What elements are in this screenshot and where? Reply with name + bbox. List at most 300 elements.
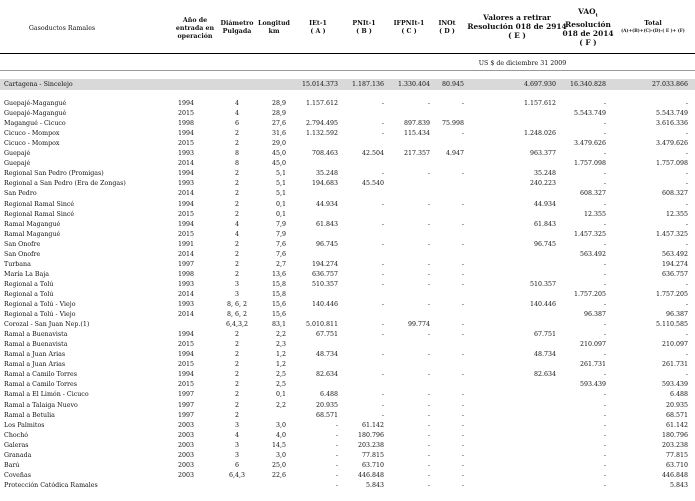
row-pnit: - [381, 280, 384, 288]
row-pnit: 42.504 [361, 150, 384, 158]
total-row-inot: 80.945 [441, 81, 464, 88]
row-name: Ramal a Juan Arias [4, 361, 66, 369]
row-name: Regional a San Pedro (Era de Zongas) [4, 180, 126, 188]
row-total: - [685, 280, 688, 288]
table-header [0, 0, 695, 56]
row-length: 1,2 [275, 351, 286, 359]
row-length: 27,6 [271, 120, 286, 128]
row-total: - [685, 200, 688, 208]
row-name: Turbana [4, 260, 31, 268]
row-diameter: 2 [234, 371, 239, 379]
table-row [0, 321, 695, 329]
row-iet: 2.794.495 [305, 120, 338, 128]
row-ifpnit: - [427, 411, 430, 419]
row-ifpnit: - [427, 170, 430, 178]
row-name: Regional Ramal Sincé [4, 210, 75, 218]
row-valores: 48.734 [533, 351, 556, 359]
row-year: 1994 [178, 220, 195, 228]
table-row [0, 160, 695, 168]
row-vao: - [603, 170, 606, 178]
row-year: 2014 [178, 160, 195, 168]
row-vao: 96.387 [583, 311, 606, 319]
row-year: 1994 [178, 100, 195, 107]
row-diameter: 4 [234, 110, 239, 118]
header-vao: $VAO_t$ Resolución 018 de 2014 ( F ) [562, 7, 614, 48]
row-vao: - [603, 411, 606, 419]
row-diameter: 2 [234, 210, 239, 218]
row-inot: 4.947 [445, 150, 464, 158]
row-name: Ramal a El Limón - Cicuco [4, 391, 89, 399]
row-total: - [685, 180, 688, 188]
row-year: 2015 [178, 381, 195, 389]
row-valores: 240.223 [529, 180, 556, 188]
table-row [0, 361, 695, 369]
row-diameter: 2 [234, 341, 239, 349]
row-vao: 210.097 [579, 341, 606, 349]
row-diameter: 8, 6, 2 [226, 311, 248, 319]
row-vao: - [603, 321, 606, 329]
table-row [0, 482, 695, 490]
row-total: 6.488 [669, 391, 688, 399]
row-pnit: - [381, 321, 384, 329]
row-year: 1993 [178, 150, 195, 158]
row-inot: - [461, 200, 464, 208]
row-pnit: 180.796 [357, 431, 384, 439]
row-name: Guepajé [4, 160, 31, 168]
row-ifpnit: 217.357 [403, 150, 430, 158]
row-year: 2003 [178, 451, 195, 459]
row-iet: 708.463 [311, 150, 338, 158]
row-diameter: 3 [234, 280, 239, 288]
row-ifpnit: - [427, 441, 430, 449]
row-valores: 963.377 [529, 150, 556, 158]
row-year: 2014 [178, 311, 195, 319]
header-diametro: Diámetro Pulgada [220, 20, 254, 35]
table-row [0, 201, 695, 209]
row-name: Ramal a Buenavista [4, 341, 68, 349]
row-name: Granada [4, 451, 32, 459]
header-anio: Año de entrada en operación [175, 17, 215, 40]
units-label: US $ de diciembre 31 2009 [478, 60, 567, 67]
total-row-name: Cartagena - Sincelejo [4, 81, 73, 88]
total-row-total: 27.033.866 [651, 81, 688, 88]
row-total: 3.616.336 [655, 120, 688, 128]
row-iet: 1.157.612 [305, 100, 338, 107]
row-pnit: 203.238 [357, 441, 384, 449]
row-inot: - [461, 351, 464, 359]
row-ifpnit: - [427, 431, 430, 439]
row-ifpnit: - [427, 301, 430, 308]
row-pnit: 45.540 [361, 180, 384, 188]
row-pnit: - [381, 301, 384, 308]
row-length: 28,9 [271, 100, 286, 107]
row-diameter: 3 [234, 451, 239, 459]
header-iet: IEt-1 ( A ) [309, 20, 327, 35]
row-diameter: 2 [234, 240, 239, 248]
row-inot: - [461, 461, 464, 469]
header-inot: INOt ( D ) [438, 20, 456, 35]
row-year: 2003 [178, 431, 195, 439]
table-row [0, 130, 695, 138]
row-vao: - [603, 481, 606, 489]
row-total: 5.843 [669, 481, 688, 489]
row-year: 1997 [178, 391, 195, 399]
table-row [0, 402, 695, 410]
row-diameter: 2 [234, 351, 239, 359]
row-year: 2015 [178, 210, 195, 218]
table-row [0, 140, 695, 148]
row-iet: 35.248 [315, 170, 338, 178]
row-total: - [685, 150, 688, 158]
row-iet: 194.274 [311, 260, 338, 268]
row-total: 3.479.626 [655, 140, 688, 148]
row-total: 608.327 [661, 190, 688, 198]
row-ifpnit: - [427, 461, 430, 469]
row-pnit: - [381, 411, 384, 419]
row-ifpnit: - [427, 451, 430, 459]
header-gasoductos: Gasoductos Ramales [28, 25, 96, 32]
row-length: 29,0 [271, 140, 286, 148]
row-pnit: - [381, 331, 384, 339]
row-name: Magangué - Cicuco [4, 120, 66, 128]
total-row-iet: 15.014.373 [301, 81, 338, 88]
row-vao: - [603, 451, 606, 459]
row-ifpnit: - [427, 391, 430, 399]
table-row [0, 311, 695, 319]
row-ifpnit: - [427, 240, 430, 248]
row-name: Regional a Tolú [4, 290, 54, 298]
row-inot: - [461, 401, 464, 409]
row-name: Protección Catódica Ramales [4, 481, 98, 489]
row-name: Corozal - San Juan Nep.(1) [4, 321, 90, 329]
row-ifpnit: - [427, 421, 430, 429]
row-total: 1.757.205 [655, 290, 688, 298]
row-vao: - [603, 100, 606, 107]
table-row [0, 261, 695, 269]
row-length: 0,1 [275, 200, 286, 208]
units-divider [0, 70, 695, 71]
row-length: 83,1 [271, 321, 286, 329]
total-row-pnit: 1.187.136 [351, 81, 384, 88]
row-name: Ramal Magangué [4, 230, 61, 238]
row-year: 1994 [178, 351, 195, 359]
row-vao: - [603, 471, 606, 479]
row-length: 7,9 [275, 220, 286, 228]
table-row [0, 241, 695, 249]
row-diameter: 2 [234, 130, 239, 138]
row-total: 1.457.325 [655, 230, 688, 238]
row-pnit: 446.848 [357, 471, 384, 479]
row-diameter: 2 [234, 331, 239, 339]
row-diameter: 2 [234, 180, 239, 188]
table-row [0, 351, 695, 359]
row-ifpnit: 897.839 [403, 120, 430, 128]
row-diameter: 4 [234, 220, 239, 228]
row-total: 194.274 [661, 260, 688, 268]
row-inot: - [461, 421, 464, 429]
row-inot: - [461, 260, 464, 268]
row-ifpnit: - [427, 200, 430, 208]
row-inot: - [461, 451, 464, 459]
row-iet: 636.757 [311, 270, 338, 278]
row-pnit: - [381, 240, 384, 248]
row-pnit: - [381, 120, 384, 128]
row-vao: - [603, 351, 606, 359]
row-vao: - [603, 130, 606, 138]
total-row-vao: 16.340.828 [569, 81, 606, 88]
row-length: 2,5 [275, 371, 286, 379]
row-length: 0,1 [275, 391, 286, 399]
header-total: Total (A)+(B)+(C)-(D)-( E )+ (F) [621, 20, 685, 34]
table-row [0, 190, 695, 198]
row-inot: - [461, 471, 464, 479]
row-length: 15,8 [271, 280, 286, 288]
row-vao: 1.457.325 [573, 230, 606, 238]
header-divider [0, 53, 695, 54]
row-total: 5.110.585 [655, 321, 688, 329]
row-valores: 67.751 [533, 331, 556, 339]
row-ifpnit: - [427, 270, 430, 278]
row-inot: - [461, 170, 464, 178]
row-vao: - [603, 180, 606, 188]
row-pnit: - [381, 391, 384, 399]
row-vao: - [603, 270, 606, 278]
row-vao: - [603, 461, 606, 469]
row-year: 1997 [178, 401, 195, 409]
row-year: 2015 [178, 140, 195, 148]
row-year: 1994 [178, 170, 195, 178]
row-total: 77.815 [665, 451, 688, 459]
row-length: 4,0 [275, 431, 286, 439]
row-length: 15,6 [271, 301, 286, 308]
table-row [0, 462, 695, 470]
row-name: Los Palmitos [4, 421, 45, 429]
row-total: - [685, 240, 688, 248]
row-total: 61.142 [665, 421, 688, 429]
row-ifpnit: - [427, 260, 430, 268]
row-year: 1997 [178, 411, 195, 419]
row-name: Guepajé-Magangué [4, 110, 67, 118]
row-diameter: 8 [234, 160, 239, 168]
total-row-ifpnit: 1.330.404 [397, 81, 430, 88]
row-year: 2003 [178, 471, 195, 479]
row-valores: 82.634 [533, 371, 556, 379]
row-diameter: 4 [234, 230, 239, 238]
row-diameter: 6 [234, 120, 239, 128]
table-row [0, 251, 695, 259]
row-diameter: 2 [234, 140, 239, 148]
row-length: 2,7 [275, 260, 286, 268]
row-length: 7,6 [275, 240, 286, 248]
row-length: 0,1 [275, 210, 286, 218]
row-year: 1998 [178, 120, 195, 128]
row-length: 15,6 [271, 311, 286, 319]
row-inot: - [461, 270, 464, 278]
row-year: 1993 [178, 280, 195, 288]
row-name: Regional San Pedro (Promigas) [4, 170, 104, 178]
row-iet: 68.571 [315, 411, 338, 419]
row-pnit: - [381, 200, 384, 208]
row-total: 636.757 [661, 270, 688, 278]
row-ifpnit: - [427, 331, 430, 339]
row-name: Ramal a Camilo Torres [4, 381, 77, 389]
row-diameter: 6 [234, 461, 239, 469]
row-total: 12.355 [665, 210, 688, 218]
row-length: 25,0 [271, 461, 286, 469]
row-length: 2,2 [275, 401, 286, 409]
row-total: - [685, 331, 688, 339]
row-name: Barú [4, 461, 20, 469]
row-vao: 261.731 [579, 361, 606, 369]
row-iet: - [335, 481, 338, 489]
row-total: 180.796 [661, 431, 688, 439]
table-row [0, 381, 695, 389]
row-iet: - [335, 471, 338, 479]
row-diameter: 3 [234, 290, 239, 298]
table-row [0, 472, 695, 480]
row-total: - [685, 351, 688, 359]
row-iet: 96.745 [315, 240, 338, 248]
row-inot: - [461, 481, 464, 489]
row-pnit: - [381, 270, 384, 278]
row-name: María La Baja [4, 270, 50, 278]
row-iet: 140.446 [311, 301, 338, 308]
row-inot: - [461, 371, 464, 379]
row-inot: - [461, 441, 464, 449]
table-row [0, 291, 695, 299]
row-vao: - [603, 301, 606, 308]
table-row [0, 211, 695, 219]
row-pnit: - [381, 351, 384, 359]
row-length: 7,6 [275, 250, 286, 258]
row-total: 20.935 [665, 401, 688, 409]
row-name: Guepajé [4, 150, 31, 158]
row-name: San Onofre [4, 240, 41, 248]
row-ifpnit: - [427, 351, 430, 359]
row-iet: 194.683 [311, 180, 338, 188]
row-diameter: 8 [234, 150, 239, 158]
row-ifpnit: - [427, 280, 430, 288]
total-row-valores: 4.697.930 [523, 81, 556, 88]
table-row [0, 422, 695, 430]
header-valores: Valores a retirar Resolución 018 de 2914 ( E ) [467, 13, 567, 40]
row-length: 5,1 [275, 190, 286, 198]
row-ifpnit: - [427, 481, 430, 489]
row-iet: 510.357 [311, 280, 338, 288]
table-row [0, 452, 695, 460]
row-diameter: 3 [234, 441, 239, 449]
row-diameter: 2 [234, 200, 239, 208]
total-row [0, 79, 695, 90]
table-row [0, 221, 695, 229]
row-total: 563.492 [661, 250, 688, 258]
row-valores: 1.248.026 [523, 130, 556, 138]
row-pnit: 77.815 [361, 451, 384, 459]
row-total: 1.757.098 [655, 160, 688, 168]
row-ifpnit: - [427, 401, 430, 409]
row-name: Chochó [4, 431, 29, 439]
table-row [0, 442, 695, 450]
table-row [0, 180, 695, 188]
row-diameter: 4 [234, 431, 239, 439]
row-total: 203.238 [661, 441, 688, 449]
row-inot: - [461, 100, 464, 107]
row-inot: - [461, 280, 464, 288]
row-iet: 44.934 [315, 200, 338, 208]
table-row [0, 170, 695, 178]
row-inot: - [461, 411, 464, 419]
row-ifpnit: - [427, 371, 430, 379]
row-year: 1994 [178, 130, 195, 138]
header-longitud: Longitud km [258, 20, 290, 35]
row-name: Regional a Tolú - Viejo [4, 301, 76, 308]
row-diameter: 8, 6, 2 [226, 301, 248, 308]
row-total: 446.848 [661, 471, 688, 479]
row-name: San Pedro [4, 190, 37, 198]
table-row [0, 391, 695, 399]
row-name: Ramal a Talaiga Nuevo [4, 401, 78, 409]
row-iet: 5.010.811 [305, 321, 338, 329]
row-name: Ramal a Camilo Torres [4, 371, 77, 379]
row-year: 1998 [178, 270, 195, 278]
row-total: - [685, 301, 688, 308]
row-valores: 35.248 [533, 170, 556, 178]
row-vao: - [603, 120, 606, 128]
row-name: San Onofre [4, 250, 41, 258]
row-total: - [685, 100, 688, 107]
row-year: 2015 [178, 341, 195, 349]
row-iet: 82.634 [315, 371, 338, 379]
row-year: 2015 [178, 230, 195, 238]
header-pnit: PNIt-1 ( B ) [352, 20, 376, 35]
row-vao: 593.439 [579, 381, 606, 389]
row-year: 2003 [178, 421, 195, 429]
row-length: 3,0 [275, 451, 286, 459]
row-diameter: 6,4,3,2 [225, 321, 249, 329]
row-diameter: 2 [234, 190, 239, 198]
row-inot: - [461, 301, 464, 308]
row-diameter: 2 [234, 401, 239, 409]
row-iet: 48.734 [315, 351, 338, 359]
row-iet: - [335, 441, 338, 449]
row-name: Ramal a Betulia [4, 411, 55, 419]
row-vao: - [603, 441, 606, 449]
row-valores: 96.745 [533, 240, 556, 248]
row-year: 1993 [178, 301, 195, 308]
row-diameter: 2 [234, 411, 239, 419]
table-row [0, 341, 695, 349]
row-vao: 5.543.749 [573, 110, 606, 118]
row-length: 5,1 [275, 170, 286, 178]
row-vao: - [603, 260, 606, 268]
row-ifpnit: - [427, 220, 430, 228]
row-iet: - [335, 421, 338, 429]
row-total: 593.439 [661, 381, 688, 389]
row-length: 28,9 [271, 110, 286, 118]
row-vao: - [603, 220, 606, 228]
row-vao: - [603, 391, 606, 399]
table-row [0, 120, 695, 128]
row-diameter: 3 [234, 421, 239, 429]
row-valores: 510.357 [529, 280, 556, 288]
row-length: 45,0 [271, 150, 286, 158]
row-year: 1997 [178, 260, 195, 268]
row-diameter: 2 [234, 361, 239, 369]
row-name: Regional a Tolú - Viejo [4, 311, 76, 319]
row-ifpnit: 99.774 [407, 321, 430, 329]
row-inot: - [461, 321, 464, 329]
row-pnit: - [381, 100, 384, 107]
